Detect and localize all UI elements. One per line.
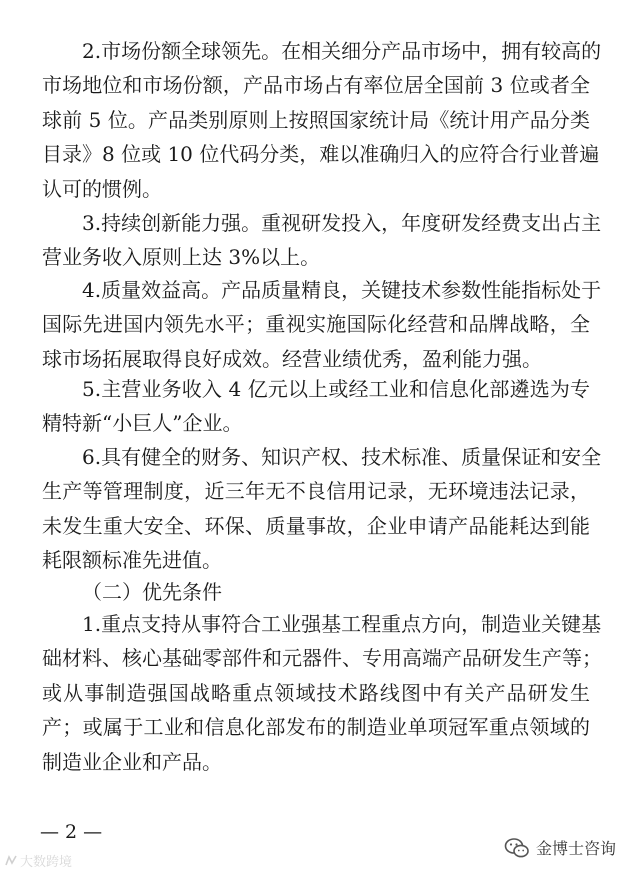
- paragraph-item-4: [42, 273, 602, 376]
- wechat-icon: [504, 837, 530, 859]
- paragraph-priority-1: [42, 607, 602, 779]
- paragraph-item-6: [42, 440, 602, 578]
- section-heading: [82, 575, 222, 609]
- paragraph-line: 球市场拓展取得良好成效。经营业绩优秀，盈利能力强。: [42, 346, 542, 371]
- paragraph-line: 营业务收入原则上达 3%以上。: [42, 245, 321, 270]
- section-heading-text: （二）优先条件: [82, 580, 222, 604]
- footer-watermark: [4, 851, 72, 870]
- paragraph-item-3: [42, 206, 602, 275]
- paragraph-line: 础材料、核心基础零部件和元器件、专用高端产品研发生产等；: [42, 646, 602, 671]
- footer-brand: [504, 836, 616, 859]
- brand-name: 金博士咨询: [535, 839, 616, 858]
- paragraph-line: 或从事制造强国战略重点领域技术路线图中有关产品研发生: [42, 680, 590, 705]
- paragraph-line: 目录》8 位或 10 位代码分类，难以准确归入的应符合行业普遍: [42, 142, 600, 167]
- paragraph-line: 5.主营业务收入 4 亿元以上或经工业和信息化部遴选为专: [82, 377, 590, 401]
- paragraph-line: 球前 5 位。产品类别原则上按照国家统计局《统计用产品分类: [42, 107, 590, 132]
- paragraph-line: 制造业企业和产品。: [42, 749, 222, 774]
- watermark-text: 大数跨境: [20, 855, 73, 870]
- paragraph-line: 1.重点支持从事符合工业强基工程重点方向，制造业关键基: [82, 612, 602, 636]
- paragraph-line: 精特新“小巨人”企业。: [42, 411, 243, 436]
- paragraph-line: 耗限额标准先进值。: [42, 548, 222, 573]
- paragraph-line: 生产等管理制度，近三年无不良信用记录，无环境违法记录，: [42, 479, 590, 504]
- paragraph-line: 未发生重大安全、环保、质量事故，企业申请产品能耗达到能: [42, 513, 590, 538]
- watermark-logo-icon: [4, 854, 18, 868]
- paragraph-line: 认可的惯例。: [42, 176, 162, 201]
- paragraph-item-2: [42, 34, 602, 206]
- page-number: — 2 —: [40, 821, 103, 843]
- paragraph-line: 3.持续创新能力强。重视研发投入，年度研发经费支出占主: [82, 211, 602, 235]
- paragraph-line: 国际先进国内领先水平；重视实施国际化经营和品牌战略，全: [42, 312, 590, 337]
- paragraph-line: 6.具有健全的财务、知识产权、技术标准、质量保证和安全: [82, 445, 602, 469]
- paragraph-line: 产；或属于工业和信息化部发布的制造业单项冠军重点领域的: [42, 715, 590, 740]
- paragraph-line: 4.质量效益高。产品质量精良，关键技术参数性能指标处于: [82, 278, 602, 302]
- paragraph-line: 2.市场份额全球领先。在相关细分产品市场中，拥有较高的: [82, 39, 602, 63]
- paragraph-item-5: [42, 372, 590, 441]
- paragraph-line: 市场地位和市场份额，产品市场占有率位居全国前 3 位或者全: [42, 73, 590, 98]
